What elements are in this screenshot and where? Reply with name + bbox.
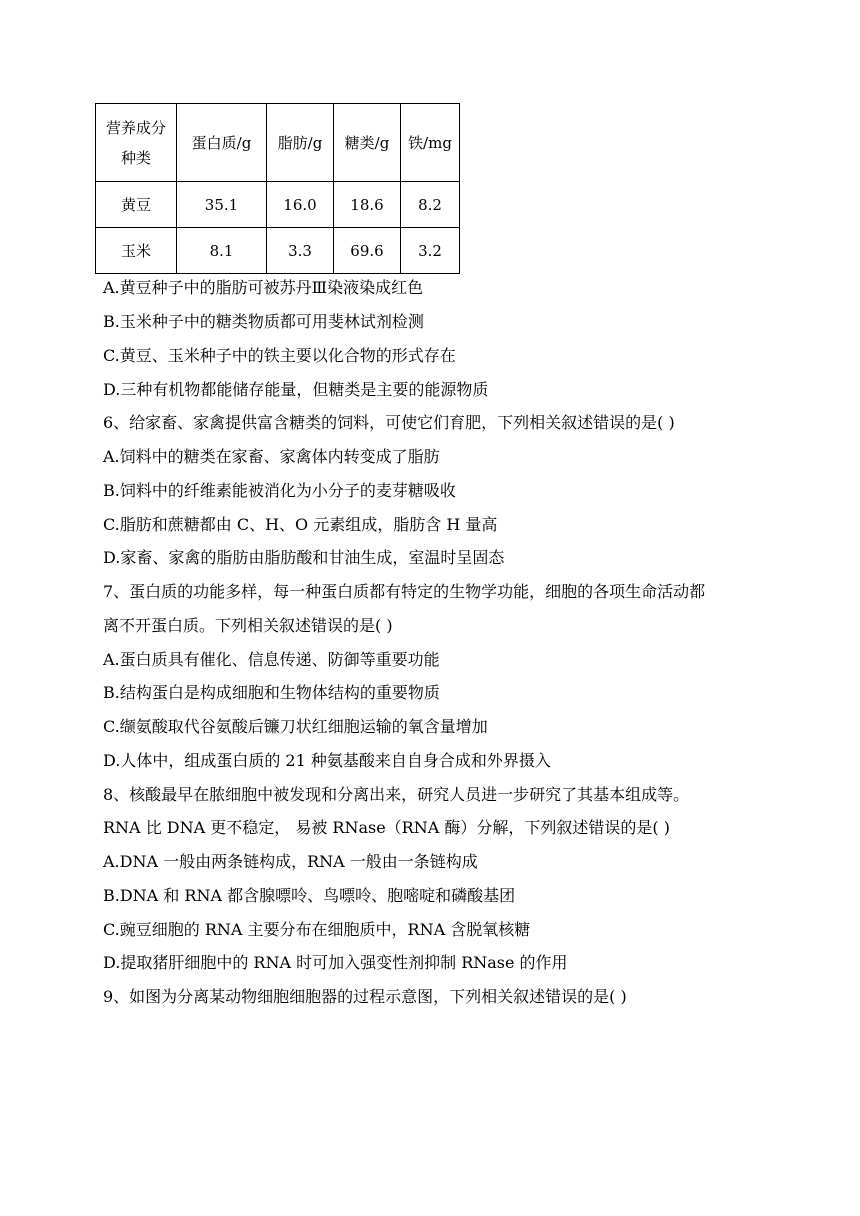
question-9: 9、如图为分离某动物细胞细胞器的过程示意图，下列相关叙述错误的是( ) bbox=[103, 987, 627, 1006]
question-7-line2: 离不开蛋白质。下列相关叙述错误的是( ) bbox=[103, 616, 393, 635]
question-8-line1: 8、核酸最早在脓细胞中被发现和分离出来，研究人员进一步研究了其基本组成等。 bbox=[103, 785, 690, 804]
option-c-q7: C.缬氨酸取代谷氨酸后镰刀状红细胞运输的氧含量增加 bbox=[103, 717, 488, 736]
sugar-cell: 69.6 bbox=[334, 228, 401, 274]
question-6: 6、给家畜、家禽提供富含糖类的饲料，可使它们育肥，下列相关叙述错误的是( ) bbox=[103, 413, 675, 432]
question-7-line1: 7、蛋白质的功能多样，每一种蛋白质都有特定的生物学功能，细胞的各项生命活动都 bbox=[103, 582, 706, 601]
option-b-q6: B.饲料中的纤维素能被消化为小分子的麦芽糖吸收 bbox=[103, 481, 456, 500]
option-a-q8: A.DNA 一般由两条链构成，RNA 一般由一条链构成 bbox=[103, 852, 478, 871]
fat-cell: 16.0 bbox=[267, 182, 334, 228]
header-cell-protein: 蛋白质/g bbox=[177, 104, 267, 182]
option-b-q5: B.玉米种子中的糖类物质都可用斐林试剂检测 bbox=[103, 312, 424, 331]
option-d-q7: D.人体中，组成蛋白质的 21 种氨基酸来自自身合成和外界摄入 bbox=[103, 751, 551, 770]
row-name-cell: 黄豆 bbox=[96, 182, 177, 228]
fat-cell: 3.3 bbox=[267, 228, 334, 274]
header-category-line1: 营养成分 bbox=[105, 118, 166, 137]
protein-cell: 35.1 bbox=[177, 182, 267, 228]
option-c-q6: C.脂肪和蔗糖都由 C、H、O 元素组成，脂肪含 H 量高 bbox=[103, 515, 498, 534]
option-a-q5: A.黄豆种子中的脂肪可被苏丹Ⅲ染液染成红色 bbox=[103, 278, 424, 297]
nutrition-table bbox=[95, 103, 460, 274]
question-8-line2: RNA 比 DNA 更不稳定， 易被 RNase（RNA 酶）分解，下列叙述错误的是( ) bbox=[103, 818, 670, 837]
header-cell-iron: 铁/mg bbox=[401, 104, 460, 182]
table-header-row bbox=[96, 104, 460, 182]
option-a-q6: A.饲料中的糖类在家畜、家禽体内转变成了脂肪 bbox=[103, 447, 440, 466]
option-b-q7: B.结构蛋白是构成细胞和生物体结构的重要物质 bbox=[103, 683, 440, 702]
iron-cell: 8.2 bbox=[401, 182, 460, 228]
option-b-q8: B.DNA 和 RNA 都含腺嘌呤、鸟嘌呤、胞嘧啶和磷酸基团 bbox=[103, 886, 516, 905]
header-category-line2: 种类 bbox=[120, 148, 151, 167]
option-c-q8: C.豌豆细胞的 RNA 主要分布在细胞质中，RNA 含脱氧核糖 bbox=[103, 920, 531, 939]
option-d-q5: D.三种有机物都能储存能量，但糖类是主要的能源物质 bbox=[103, 380, 489, 399]
iron-cell: 3.2 bbox=[401, 228, 460, 274]
table-row bbox=[96, 228, 460, 274]
sugar-cell: 18.6 bbox=[334, 182, 401, 228]
header-cell-category bbox=[96, 104, 177, 182]
protein-cell: 8.1 bbox=[177, 228, 267, 274]
row-name-cell: 玉米 bbox=[96, 228, 177, 274]
option-d-q6: D.家畜、家禽的脂肪由脂肪酸和甘油生成，室温时呈固态 bbox=[103, 548, 505, 567]
option-c-q5: C.黄豆、玉米种子中的铁主要以化合物的形式存在 bbox=[103, 346, 456, 365]
table-row bbox=[96, 182, 460, 228]
header-cell-fat: 脂肪/g bbox=[267, 104, 334, 182]
header-cell-sugar: 糖类/g bbox=[334, 104, 401, 182]
option-a-q7: A.蛋白质具有催化、信息传递、防御等重要功能 bbox=[103, 650, 440, 669]
option-d-q8: D.提取猪肝细胞中的 RNA 时可加入强变性剂抑制 RNase 的作用 bbox=[103, 953, 568, 972]
